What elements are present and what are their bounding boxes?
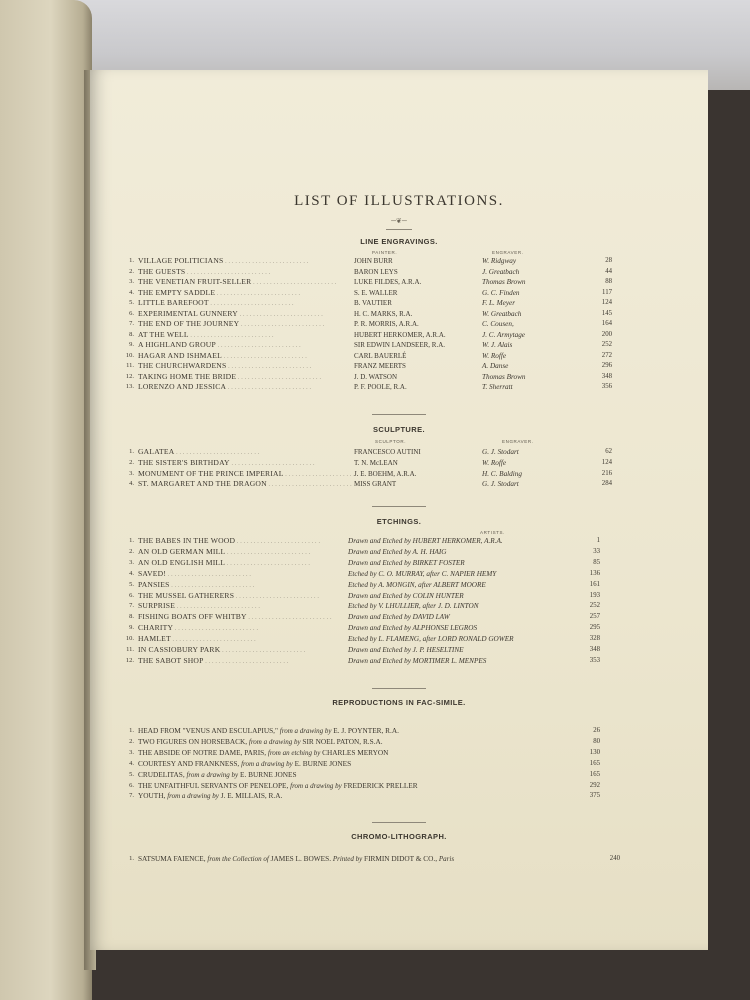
item-number: 7. xyxy=(129,320,134,327)
ornament-divider: ─❦─ xyxy=(391,217,407,225)
list-item xyxy=(120,340,620,350)
item-number: 1. xyxy=(129,727,134,734)
divider xyxy=(372,688,426,689)
list-item xyxy=(120,469,620,479)
item-number: 4. xyxy=(129,288,134,296)
list-item xyxy=(120,726,620,736)
artist-name: E. BURNE JONES xyxy=(239,769,297,779)
illustration-title: FISHING BOATS OFF WHITBY . . . xyxy=(138,612,346,623)
illustration-title: THE ABSIDE OF NOTRE DAME, PARIS, xyxy=(138,747,267,757)
item-number: 7. xyxy=(129,602,134,610)
engraver-name: G. J. Stodart xyxy=(482,480,519,489)
artist-credit: Etched by C. O. MURRAY, after C. NAPIER HEMY xyxy=(348,569,497,578)
illustration-entry xyxy=(138,791,282,801)
illustration-title: AT THE WELL . . . xyxy=(138,330,358,341)
item-number: 3. xyxy=(129,748,134,756)
source-note: from a drawing by xyxy=(248,737,301,746)
section-heading-etchings: ETCHINGS. xyxy=(376,517,422,526)
item-number: 11. xyxy=(126,362,134,369)
artist-name: E. J. POYNTER, R.A. xyxy=(333,726,399,735)
list-item xyxy=(120,547,620,557)
item-number: 5. xyxy=(129,299,134,306)
item-number: 2. xyxy=(129,547,134,555)
page-number: 252 xyxy=(589,602,600,610)
illustration-title: THE END OF THE JOURNEY . . . xyxy=(138,319,358,330)
printer-name: FIRMIN DIDOT & CO., xyxy=(364,854,438,863)
artist-credit: Drawn and Etched by COLIN HUNTER xyxy=(348,591,464,600)
source-note: from an etching by xyxy=(267,748,321,757)
artist-name: JOHN BURR xyxy=(354,257,393,265)
page-number: 348 xyxy=(601,372,612,380)
page-number: 26 xyxy=(593,727,600,734)
engraver-name: Thomas Brown xyxy=(482,278,526,286)
engraver-name: W. J. Alais xyxy=(482,341,513,349)
divider xyxy=(386,229,412,230)
list-item xyxy=(120,645,620,655)
item-number: 1. xyxy=(129,537,134,544)
illustration-entry xyxy=(138,737,383,747)
page-number: 124 xyxy=(601,299,612,306)
artist-name: BARON LEYS xyxy=(354,267,398,276)
artist-name: J. D. WATSON xyxy=(354,372,398,381)
artist-credit: Drawn and Etched by MORTIMER L. MENPES xyxy=(348,656,487,665)
page-title: LIST OF ILLUSTRATIONS. xyxy=(294,193,504,209)
illustration-title: ST. MARGARET AND THE DRAGON . . . xyxy=(138,479,358,490)
list-item xyxy=(120,447,620,457)
item-number: 2. xyxy=(129,737,134,745)
list-item xyxy=(120,612,620,622)
artist-name: HUBERT HERKOMER, A.R.A. xyxy=(354,330,446,339)
section-heading-fac-simile: REPRODUCTIONS IN FAC-SIMILE. xyxy=(332,698,466,707)
list-item xyxy=(120,601,620,611)
illustration-title: SURPRISE . . . xyxy=(138,601,346,612)
page-number: 375 xyxy=(589,792,600,800)
page-number: 328 xyxy=(589,635,600,643)
page-number: 272 xyxy=(601,351,612,359)
page-number: 62 xyxy=(605,448,612,455)
item-number: 12. xyxy=(125,372,134,380)
item-number: 10. xyxy=(125,351,134,359)
page-number: 240 xyxy=(609,855,620,862)
artist-name: FRANCESCO AUTINI xyxy=(354,448,421,456)
artist-name: B. VAUTIER xyxy=(354,299,392,307)
page-number: 28 xyxy=(605,257,612,264)
list-item xyxy=(120,479,620,489)
engraver-name: A. Danse xyxy=(482,362,509,370)
artist-credit: Drawn and Etched by ALPHONSE LEGROS xyxy=(348,624,478,633)
list-item xyxy=(120,536,620,546)
list-item xyxy=(120,382,620,392)
item-number: 12. xyxy=(125,656,134,664)
list-item xyxy=(120,634,620,644)
artist-credit: Drawn and Etched by HUBERT HERKOMER, A.R.A. xyxy=(348,537,503,545)
list-item xyxy=(120,277,620,287)
divider xyxy=(372,414,426,415)
illustration-entry xyxy=(138,748,388,758)
page-number: 252 xyxy=(601,341,612,348)
item-number: 4. xyxy=(129,569,134,577)
illustration-title: AN OLD ENGLISH MILL . . . xyxy=(138,558,346,569)
list-item xyxy=(120,791,620,801)
list-item xyxy=(120,591,620,601)
page-number: 296 xyxy=(601,362,612,369)
item-number: 7. xyxy=(129,792,134,800)
illustration-title: THE EMPTY SADDLE . . . xyxy=(138,288,358,299)
list-item xyxy=(120,580,620,590)
section-heading-sculpture: SCULPTURE. xyxy=(373,425,425,434)
list-item xyxy=(120,267,620,277)
list-item xyxy=(120,351,620,361)
engraver-name: H. C. Balding xyxy=(482,469,522,478)
engraver-name: W. Roffe xyxy=(482,351,507,360)
artist-name: T. N. McLEAN xyxy=(354,458,398,467)
list-item xyxy=(120,854,620,864)
illustration-title: THE SISTER'S BIRTHDAY . . . xyxy=(138,458,358,469)
item-number: 8. xyxy=(129,613,134,621)
engraver-name: G. J. Stodart xyxy=(482,448,519,456)
column-header-painter: PAINTER. xyxy=(372,250,398,255)
engraver-name: Thomas Brown xyxy=(482,372,526,381)
item-number: 1. xyxy=(129,855,134,862)
item-number: 1. xyxy=(129,257,134,264)
illustration-title: THE CHURCHWARDENS . . . xyxy=(138,361,358,372)
item-number: 3. xyxy=(129,469,134,477)
artist-credit: Drawn and Etched by BIRKET FOSTER xyxy=(348,558,465,567)
engraver-name: T. Sherratt xyxy=(482,383,513,391)
list-item xyxy=(120,770,620,780)
column-header-engraver: ENGRAVER. xyxy=(492,250,524,255)
page-number: 124 xyxy=(601,458,612,466)
illustration-title: THE GUESTS . . . xyxy=(138,267,358,278)
source-note: from a drawing by xyxy=(186,770,239,779)
illustration-title: VILLAGE POLITICIANS . . . xyxy=(138,256,358,267)
list-item xyxy=(120,330,620,340)
item-number: 4. xyxy=(129,759,134,767)
list-item xyxy=(120,558,620,568)
artist-name: J. E. MILLAIS, R.A. xyxy=(220,791,283,801)
source-note: from a drawing by xyxy=(279,727,332,735)
source-note: from a drawing by xyxy=(290,781,342,790)
artist-name: CHARLES MERYON xyxy=(322,747,389,757)
page-number: 193 xyxy=(589,591,600,599)
page-number: 292 xyxy=(589,781,600,789)
divider xyxy=(372,822,426,823)
page-number: 356 xyxy=(601,383,612,390)
source-note: from the Collection of xyxy=(207,855,269,863)
list-item xyxy=(120,319,620,329)
illustration-title: THE MUSSEL GATHERERS . . . xyxy=(138,591,346,602)
item-number: 9. xyxy=(129,624,134,632)
item-number: 3. xyxy=(129,278,134,285)
engraver-name: J. C. Armytage xyxy=(482,330,525,339)
artist-name: MISS GRANT xyxy=(354,480,397,489)
page-number: 136 xyxy=(589,569,600,577)
illustration-title: AN OLD GERMAN MILL . . . xyxy=(138,547,346,558)
illustration-entry xyxy=(138,770,297,780)
artist-name: S. E. WALLER xyxy=(354,288,398,297)
artist-name: P. R. MORRIS, A.R.A. xyxy=(354,320,419,328)
artist-credit: Drawn and Etched by J. P. HESELTINE xyxy=(348,646,464,654)
item-number: 6. xyxy=(129,781,134,789)
page-number: 348 xyxy=(589,646,600,653)
page-number: 295 xyxy=(589,624,600,632)
artist-name: FRANZ MEERTS xyxy=(354,362,406,370)
illustration-title: SAVED! . . . xyxy=(138,569,346,580)
divider xyxy=(372,506,426,507)
illustration-title: HAMLET . . . xyxy=(138,634,346,645)
column-header-artists: ARTISTS. xyxy=(480,530,505,535)
list-item xyxy=(120,656,620,666)
item-number: 6. xyxy=(129,309,134,317)
artist-name: SIR EDWIN LANDSEER, R.A. xyxy=(354,341,445,349)
illustration-title: YOUTH, xyxy=(138,791,166,801)
illustration-title: PANSIES . . . xyxy=(138,580,346,591)
item-number: 5. xyxy=(129,770,134,778)
illustration-title: CHARITY . . . xyxy=(138,623,346,634)
engraver-name: C. Cousen, xyxy=(482,320,514,328)
illustration-title: THE SABOT SHOP . . . xyxy=(138,656,346,667)
page-number: 200 xyxy=(601,330,612,338)
item-number: 8. xyxy=(129,330,134,338)
item-number: 3. xyxy=(129,558,134,566)
list-item xyxy=(120,309,620,319)
list-item xyxy=(120,288,620,298)
printer-note: Printed by xyxy=(332,855,363,863)
engraver-name: W. Roffe xyxy=(482,458,507,467)
left-page-edge xyxy=(0,0,92,1000)
illustration-title: HAGAR AND ISHMAEL . . . xyxy=(138,351,358,362)
page-number: 145 xyxy=(601,309,612,317)
print-place: Paris xyxy=(438,855,455,863)
list-item xyxy=(120,781,620,791)
illustration-title: LORENZO AND JESSICA . . . xyxy=(138,382,358,393)
illustration-title: THE VENETIAN FRUIT-SELLER . . . xyxy=(138,277,358,288)
page-number: 88 xyxy=(605,278,612,285)
list-item xyxy=(120,759,620,769)
illustration-title: THE UNFAITHFUL SERVANTS OF PENELOPE, xyxy=(138,780,289,790)
list-item xyxy=(120,256,620,266)
engraver-name: W. Ridgway xyxy=(482,257,517,265)
list-item xyxy=(120,298,620,308)
list-item xyxy=(120,569,620,579)
page-number: 80 xyxy=(593,737,600,745)
list-item xyxy=(120,623,620,633)
book-page xyxy=(90,70,708,950)
item-number: 11. xyxy=(126,646,134,653)
source-note: from a drawing by xyxy=(241,759,293,768)
page-number: 117 xyxy=(602,288,612,296)
item-number: 4. xyxy=(129,480,134,488)
artist-name: E. BURNE JONES xyxy=(294,758,352,768)
page-number: 1 xyxy=(596,537,600,544)
illustration-title: COURTESY AND FRANKNESS, xyxy=(138,758,240,768)
illustration-title: EXPERIMENTAL GUNNERY . . . xyxy=(138,309,358,320)
section-heading-chromo-lithograph: CHROMO-LITHOGRAPH. xyxy=(351,832,447,841)
illustration-title: THE BABES IN THE WOOD . . . xyxy=(138,536,346,547)
collection-name: JAMES L. BOWES. xyxy=(270,854,332,863)
illustration-title: TAKING HOME THE BRIDE . . . xyxy=(138,372,358,383)
column-header-engraver-sculpture: ENGRAVER. xyxy=(502,439,534,444)
artist-credit: Drawn and Etched by A. H. HAIG xyxy=(348,547,447,556)
illustration-title: SATSUMA FAIENCE, xyxy=(138,854,206,863)
page-number: 165 xyxy=(589,770,600,778)
artist-name: J. E. BOEHM, A.R.A. xyxy=(354,469,417,478)
item-number: 10. xyxy=(125,635,134,643)
item-number: 2. xyxy=(129,458,134,466)
item-number: 13. xyxy=(125,383,134,390)
source-note: from a drawing by xyxy=(167,792,219,801)
illustration-entry xyxy=(138,781,418,791)
artist-name: LUKE FILDES, A.R.A. xyxy=(354,278,422,286)
list-item xyxy=(120,361,620,371)
page-number: 33 xyxy=(593,547,600,555)
illustration-title: A HIGHLAND GROUP . . . xyxy=(138,340,358,351)
page-number: 164 xyxy=(601,320,612,327)
item-number: 5. xyxy=(129,580,134,588)
item-number: 6. xyxy=(129,591,134,599)
engraver-name: J. Greatbach xyxy=(482,267,520,276)
section-heading-line-engravings: LINE ENGRAVINGS. xyxy=(360,237,438,246)
artist-credit: Drawn and Etched by DAVID LAW xyxy=(348,613,450,622)
list-item xyxy=(120,458,620,468)
page-number: 161 xyxy=(589,580,600,588)
artist-name: SIR NOEL PATON, R.S.A. xyxy=(302,736,383,746)
illustration-entry xyxy=(138,759,351,769)
artist-name: H. C. MARKS, R.A. xyxy=(354,309,413,318)
list-item xyxy=(120,737,620,747)
artist-name: FREDERICK PRELLER xyxy=(343,780,418,790)
illustration-title: HEAD FROM "VENUS AND ESCULAPIUS," xyxy=(138,726,278,735)
item-number: 2. xyxy=(129,267,134,275)
column-header-sculptor: SCULPTOR. xyxy=(375,439,407,444)
illustration-title: TWO FIGURES ON HORSEBACK, xyxy=(138,736,248,746)
item-number: 9. xyxy=(129,341,134,348)
artist-name: CARL BAUERLÉ xyxy=(354,351,407,360)
list-item xyxy=(120,372,620,382)
page-number: 130 xyxy=(589,748,600,756)
artist-credit: Etched by V. LHULLIER, after J. D. LINTON xyxy=(348,602,479,611)
illustration-entry xyxy=(138,854,454,864)
page-number: 85 xyxy=(593,558,600,566)
page-number: 353 xyxy=(589,656,600,664)
engraver-name: W. Greatbach xyxy=(482,309,522,318)
page-number: 257 xyxy=(589,613,600,621)
illustration-title: LITTLE BAREFOOT . . . xyxy=(138,298,358,309)
engraver-name: F. L. Meyer xyxy=(482,299,516,307)
engraver-name: G. C. Finden xyxy=(482,288,520,297)
page-number: 44 xyxy=(605,267,612,275)
artist-credit: Etched by L. FLAMENG, after LORD RONALD GOWER xyxy=(348,635,514,644)
illustration-title: IN CASSIOBURY PARK . . . xyxy=(138,645,346,656)
illustration-title: CRUDELITAS, xyxy=(138,769,185,779)
page-number: 216 xyxy=(601,469,612,477)
list-item xyxy=(120,748,620,758)
illustration-title: GALATEA . . . xyxy=(138,447,358,458)
illustration-entry xyxy=(138,726,399,736)
item-number: 1. xyxy=(129,448,134,455)
artist-credit: Etched by A. MONGIN, after ALBERT MOORE xyxy=(348,580,486,589)
illustration-title: MONUMENT OF THE PRINCE IMPERIAL . . . xyxy=(138,469,358,480)
page-number: 165 xyxy=(589,759,600,767)
artist-name: P. F. POOLE, R.A. xyxy=(354,383,407,391)
page-number: 284 xyxy=(601,480,612,488)
